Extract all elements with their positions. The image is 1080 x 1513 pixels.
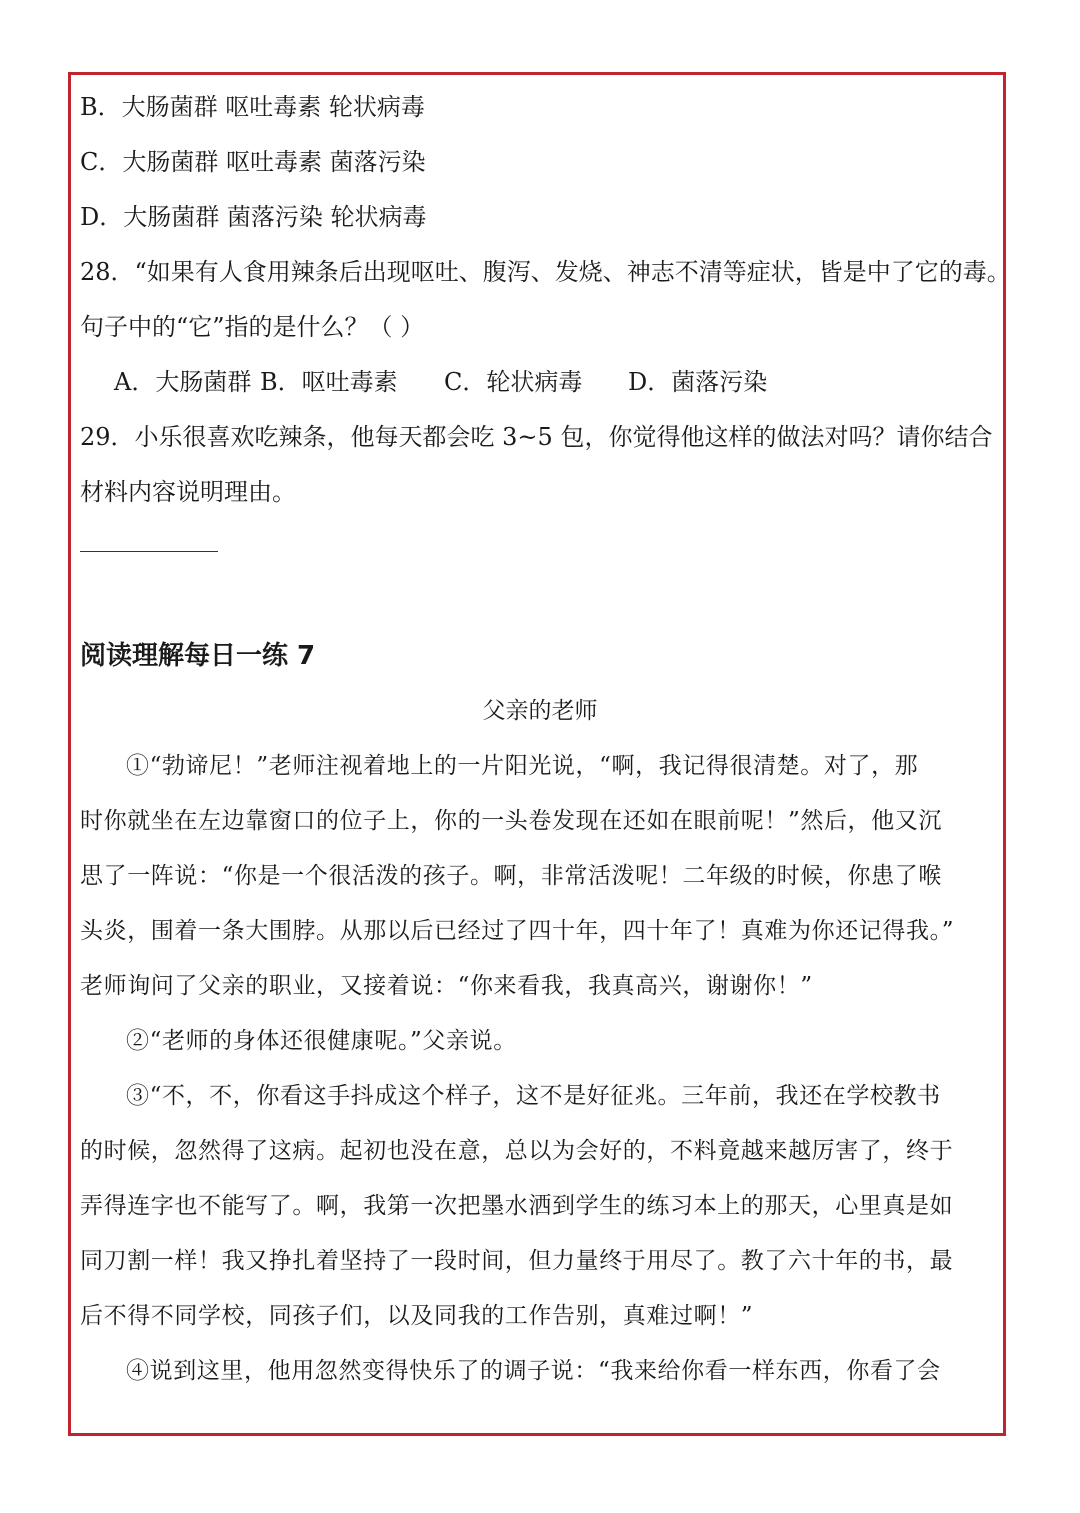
q28-question-line2: 句子中的“它”指的是什么？（ ）: [80, 313, 425, 341]
q28-option-b: B．呕吐毒素: [260, 368, 398, 396]
q28-option-a: A．大肠菌群: [114, 368, 252, 396]
answer-blank-line: [80, 551, 218, 552]
story-line: 弄得连字也不能写了。啊，我第一次把墨水洒到学生的练习本上的那天，心里真是如: [80, 1193, 954, 1219]
q29-question-line1: 29．小乐很喜欢吃辣条，他每天都会吃 3~5 包，你觉得他这样的做法对吗？请你结合: [80, 423, 993, 451]
q28-option-d: D．菌落污染: [628, 368, 768, 396]
story-line: 同刀割一样！我又挣扎着坚持了一段时间，但力量终于用尽了。教了六十年的书，最: [80, 1248, 954, 1274]
story-line: 思了一阵说：“你是一个很活泼的孩子。啊，非常活泼呢！二年级的时候，你患了喉: [80, 863, 942, 889]
q28-option-c: C．轮状病毒: [444, 368, 583, 396]
story-line: ②“老师的身体还很健康呢。”父亲说。: [126, 1028, 517, 1054]
story-line: 的时候，忽然得了这病。起初也没在意，总以为会好的，不料竟越来越厉害了，终于: [80, 1138, 954, 1164]
story-line: 后不得不同学校，同孩子们，以及同我的工作告别，真难过啊！”: [80, 1303, 754, 1329]
q27-option-c: C．大肠菌群 呕吐毒素 菌落污染: [80, 148, 426, 176]
q27-option-d: D．大肠菌群 菌落污染 轮状病毒: [80, 203, 427, 231]
q28-question-line1: 28．“如果有人食用辣条后出现呕吐、腹泻、发烧、神志不清等症状，皆是中了它的毒。: [80, 258, 1011, 286]
story-title: 父亲的老师: [482, 698, 598, 724]
story-line: ④说到这里，他用忽然变得快乐了的调子说：“我来给你看一样东西，你看了会: [126, 1358, 941, 1384]
story-line: ③“不，不，你看这手抖成这个样子，这不是好征兆。三年前，我还在学校教书: [126, 1083, 941, 1109]
story-line: 时你就坐在左边靠窗口的位子上，你的一头卷发现在还如在眼前呢！”然后，他又沉: [80, 808, 942, 834]
story-line: 头炎，围着一条大围脖。从那以后已经过了四十年，四十年了！真难为你还记得我。”: [80, 918, 955, 944]
section-heading: 阅读理解每日一练 7: [80, 641, 316, 671]
q27-option-b: B．大肠菌群 呕吐毒素 轮状病毒: [80, 93, 425, 121]
story-line: 老师询问了父亲的职业，又接着说：“你来看我，我真高兴，谢谢你！”: [80, 973, 813, 999]
q29-question-line2: 材料内容说明理由。: [80, 478, 296, 506]
story-line: ①“勃谛尼！”老师注视着地上的一片阳光说，“啊，我记得很清楚。对了，那: [126, 753, 919, 779]
